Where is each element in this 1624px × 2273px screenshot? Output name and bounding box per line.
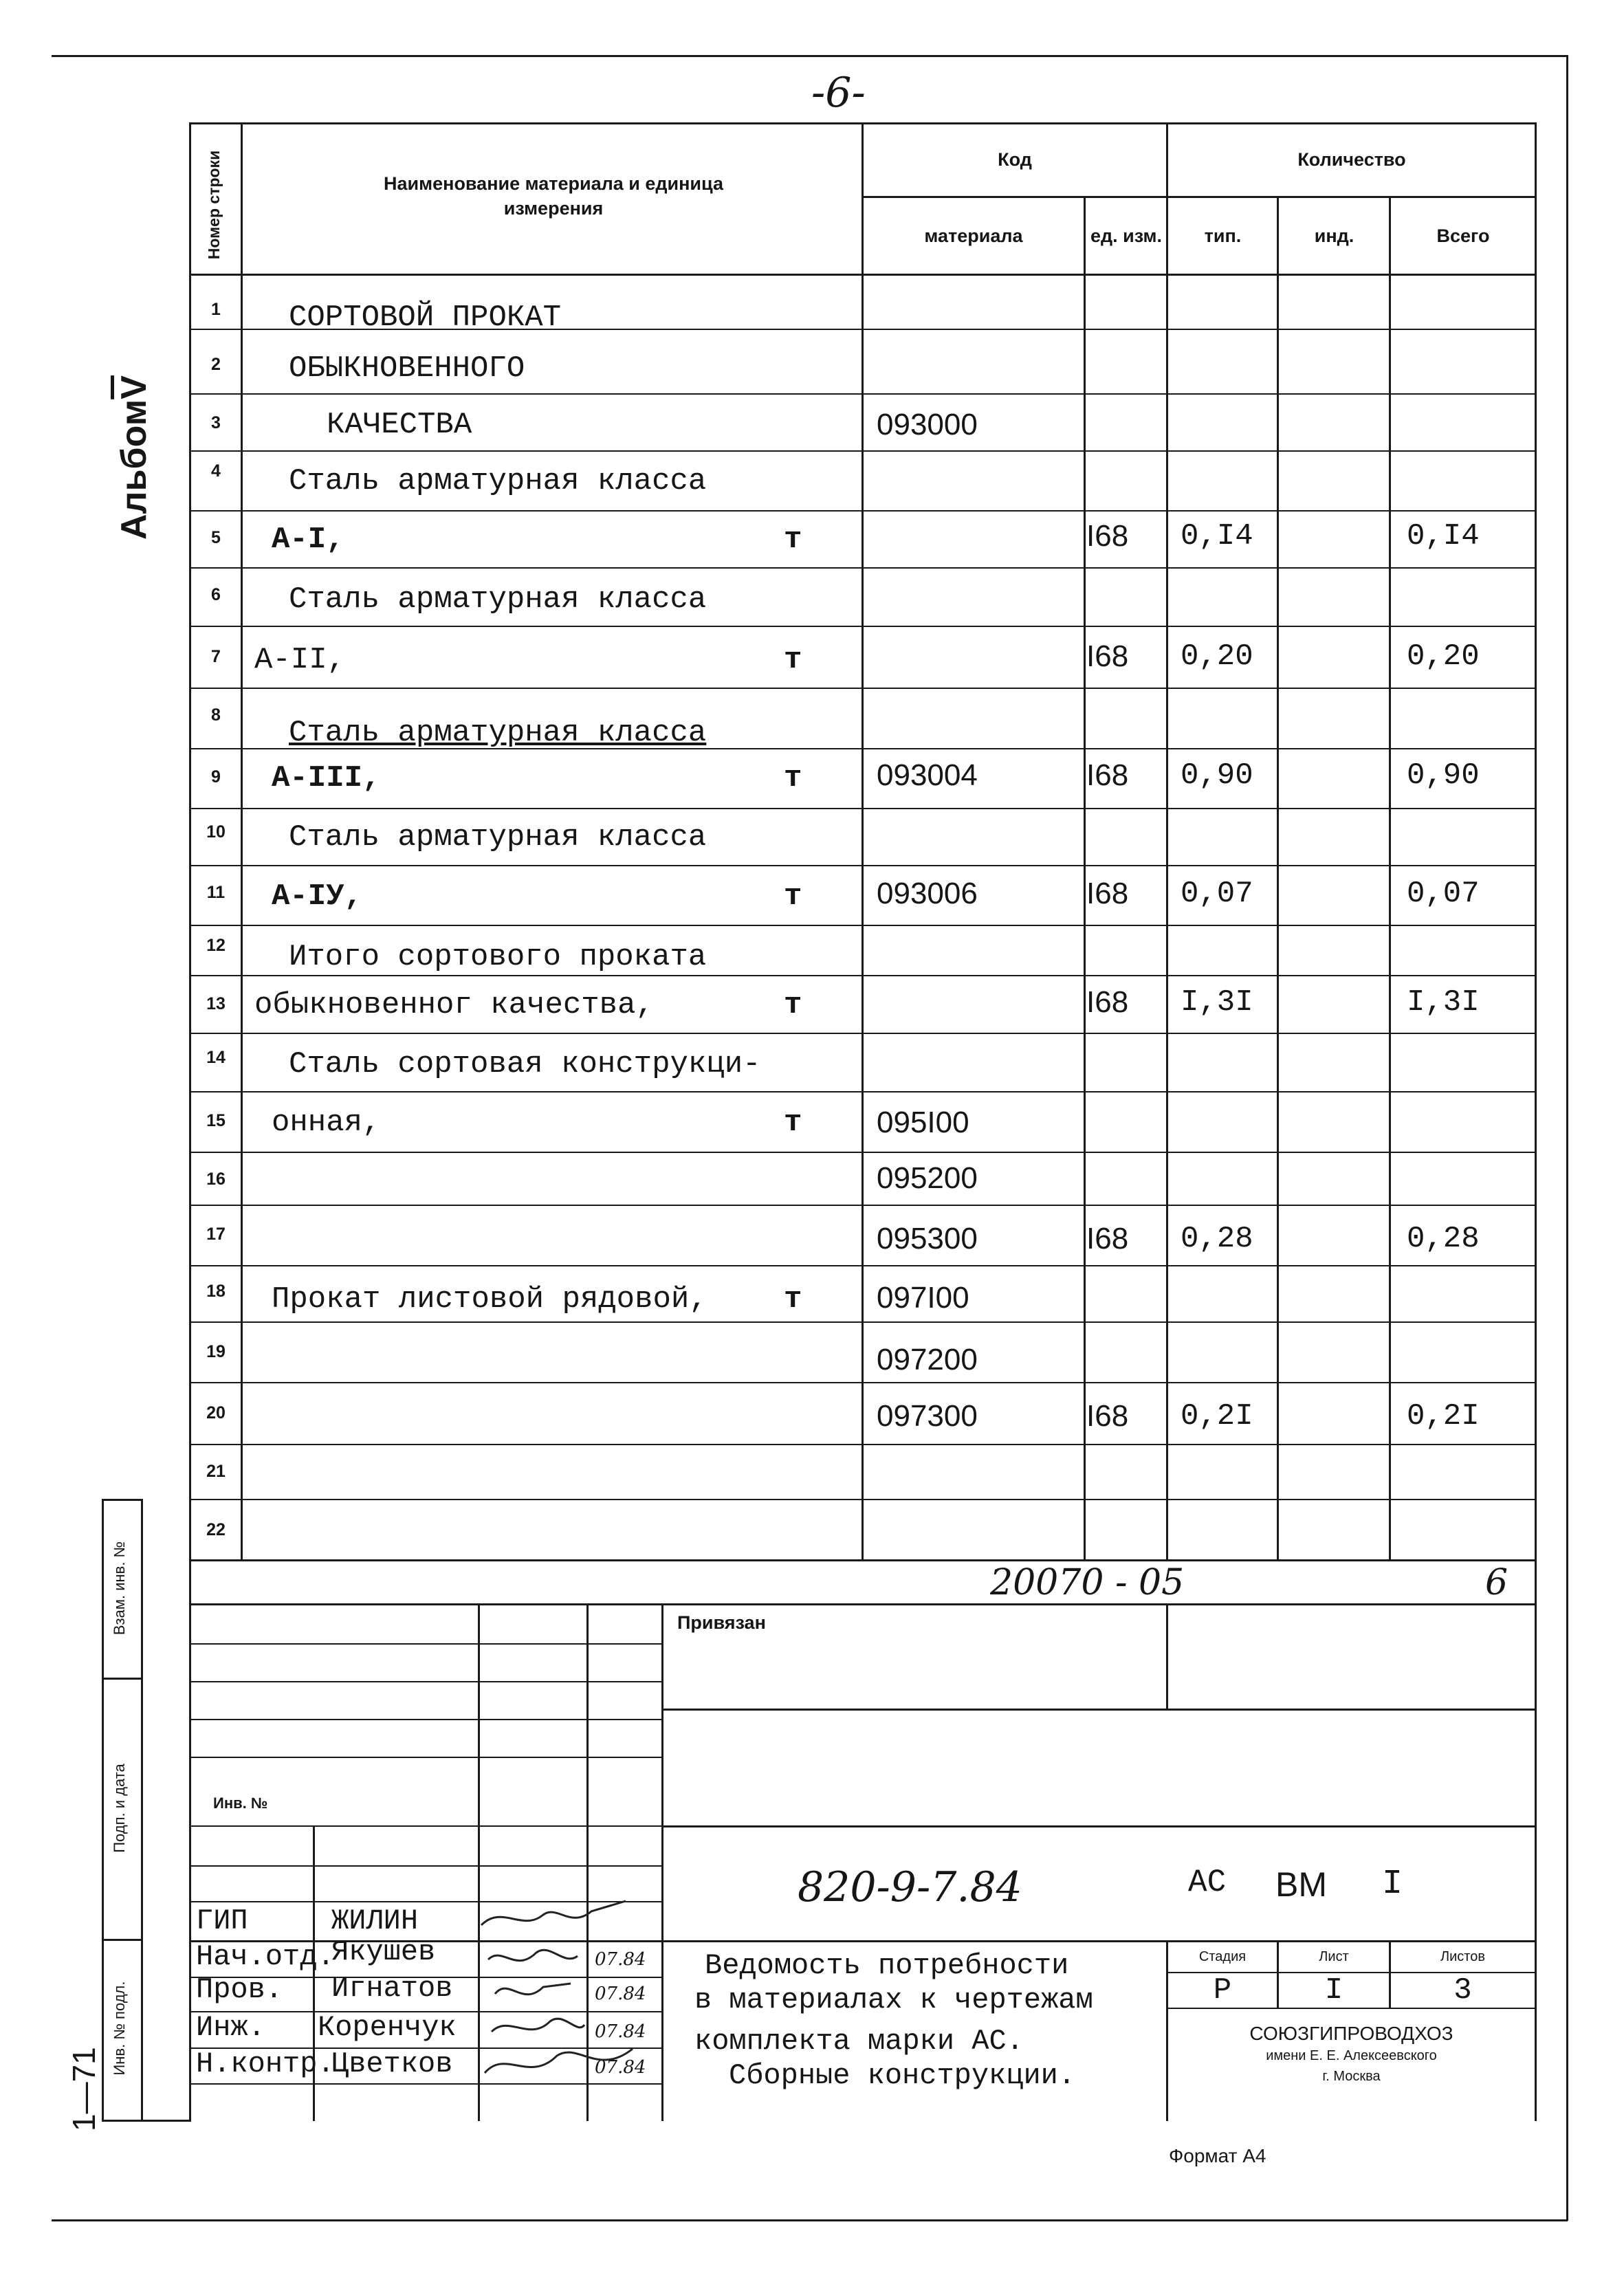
side-label: 1—71 xyxy=(66,2047,102,2131)
row-number: 4 xyxy=(211,461,221,481)
row-unit-t: т xyxy=(784,523,802,557)
row-name: Сталь арматурная класса xyxy=(289,716,707,750)
row-unit-t: т xyxy=(784,988,802,1022)
role-gip: ГИП xyxy=(196,1904,248,1937)
row-material-code: 093004 xyxy=(877,758,978,792)
row-total: 0,2I xyxy=(1407,1399,1480,1434)
row-unit-code: I68 xyxy=(1086,1399,1129,1433)
row-total: 0,90 xyxy=(1407,758,1480,793)
row-material-code: 097I00 xyxy=(877,1281,969,1315)
stage-value: Р xyxy=(1213,1973,1232,2008)
header-code: Код xyxy=(998,149,1032,170)
row-unit-code: I68 xyxy=(1086,1222,1129,1255)
row-unit-t: т xyxy=(784,1106,802,1140)
row-number: 3 xyxy=(211,413,221,432)
row-typ: 0,I4 xyxy=(1181,519,1253,553)
row-unit-t: т xyxy=(784,879,802,914)
row-number: 5 xyxy=(211,527,221,547)
row-name: А-IУ, xyxy=(272,879,363,914)
row-typ: 0,07 xyxy=(1181,877,1253,911)
title-line-3: комплекта марки АС. xyxy=(694,2025,1024,2058)
row-number: 13 xyxy=(206,993,226,1013)
header-code-material: материала xyxy=(924,225,1023,246)
row-number: 16 xyxy=(206,1169,226,1189)
header-code-unit: ед. изм. xyxy=(1090,225,1162,246)
title-line-4: Сборные конструкции. xyxy=(729,2059,1076,2092)
row-material-code: 093006 xyxy=(877,877,978,910)
org-name: СОЮЗГИПРОВОДХОЗ xyxy=(1249,2023,1453,2044)
row-name: А-I, xyxy=(272,523,344,557)
sheet-label: Лист xyxy=(1319,1948,1349,1964)
privyazan-label: Привязан xyxy=(677,1612,766,1633)
role-nach-date: 07.84 xyxy=(595,1949,646,1970)
title-line-1: Ведомость потребности xyxy=(705,1949,1069,1982)
row-typ: 0,2I xyxy=(1181,1399,1253,1434)
role-prov: Пров. xyxy=(196,1973,283,2006)
signature-marks xyxy=(474,1898,653,2097)
row-name: обыкновенног качества, xyxy=(254,988,654,1022)
row-number: 19 xyxy=(206,1341,226,1361)
doc-code-row-line xyxy=(189,1603,1537,1605)
mark-vm: ВМ xyxy=(1275,1865,1327,1904)
row-name: Сталь арматурная класса xyxy=(289,820,707,855)
row-number: 21 xyxy=(206,1461,226,1481)
page-number: -6- xyxy=(811,69,866,117)
row-name: ОБЫКНОВЕННОГО xyxy=(289,351,525,386)
row-number: 10 xyxy=(206,822,226,842)
row-name: А-II, xyxy=(254,643,346,677)
row-number: 8 xyxy=(211,705,221,725)
mark-number: I xyxy=(1382,1865,1403,1904)
row-material-code: 095200 xyxy=(877,1161,978,1195)
sheets-value: 3 xyxy=(1453,1973,1472,2008)
frame-top-line xyxy=(52,55,1568,57)
role-nkontr-name: Цветков xyxy=(331,2047,453,2080)
role-inzh-name: Коренчук xyxy=(318,2011,457,2044)
row-unit-code: I68 xyxy=(1086,877,1129,910)
row-typ: 0,20 xyxy=(1181,639,1253,674)
document-code: 20070 - 05 xyxy=(990,1562,1185,1603)
header-quantity: Количество xyxy=(1297,149,1406,170)
row-number: 22 xyxy=(206,1519,226,1539)
row-number: 6 xyxy=(211,584,221,604)
row-material-code: 093000 xyxy=(877,408,978,441)
row-name: Сталь арматурная класса xyxy=(289,464,707,498)
row-material-code: 095I00 xyxy=(877,1106,969,1139)
inv-no-label: Инв. № xyxy=(213,1794,268,1812)
row-name: Прокат листовой рядовой, xyxy=(272,1282,707,1317)
row-name: Итого сортового проката xyxy=(289,940,707,974)
frame-right-line xyxy=(1566,55,1568,2221)
designation: 820-9-7.84 xyxy=(798,1863,1022,1911)
row-total: 0,07 xyxy=(1407,877,1480,911)
sheets-label: Листов xyxy=(1440,1948,1485,1964)
row-name: онная, xyxy=(272,1106,381,1140)
row-unit-t: т xyxy=(784,761,802,795)
row-unit-code: I68 xyxy=(1086,519,1129,553)
role-prov-date: 07.84 xyxy=(595,1984,646,2004)
row-number: 11 xyxy=(206,882,226,902)
role-inzh: Инж. xyxy=(196,2011,265,2044)
row-number: 2 xyxy=(211,354,221,374)
row-material-code: 097200 xyxy=(877,1343,978,1376)
role-nach: Нач.отд. xyxy=(196,1940,335,1973)
org-subtitle: имени Е. Е. Алексеевского xyxy=(1266,2047,1437,2063)
row-number: 1 xyxy=(211,299,221,319)
row-name: КАЧЕСТВА xyxy=(327,408,472,442)
title-line-2: в материалах к чертежам xyxy=(694,1984,1093,2017)
row-unit-code: I68 xyxy=(1086,639,1129,673)
frame-bottom-line xyxy=(52,2219,1568,2221)
header-q-ind: инд. xyxy=(1314,225,1354,246)
stamp-col-podp: Подп. и дата xyxy=(111,1764,128,1853)
row-unit-t: т xyxy=(784,643,802,677)
row-total: 0,20 xyxy=(1407,639,1480,674)
stage-label: Стадия xyxy=(1198,1948,1247,1964)
org-city: г. Москва xyxy=(1322,2068,1381,2084)
sheet-number: 6 xyxy=(1485,1562,1508,1603)
row-number: 7 xyxy=(211,646,221,666)
stamp-col-vzam: Взам. инв. № xyxy=(111,1541,128,1636)
role-nach-name: Якушев xyxy=(331,1935,436,1968)
role-nkontr: Н.контр. xyxy=(196,2047,335,2080)
row-number: 12 xyxy=(206,935,226,955)
row-typ: 0,28 xyxy=(1181,1222,1253,1256)
row-unit-t: т xyxy=(784,1282,802,1317)
row-typ: I,3I xyxy=(1181,985,1253,1020)
row-total: 0,28 xyxy=(1407,1222,1480,1256)
row-number: 9 xyxy=(211,767,221,787)
row-unit-code: I68 xyxy=(1086,985,1129,1019)
row-name: Сталь арматурная класса xyxy=(289,582,707,617)
row-name: СОРТОВОЙ ПРОКАТ xyxy=(289,300,562,335)
format-label: Формат А4 xyxy=(1169,2145,1266,2166)
row-name: А-III, xyxy=(272,761,381,795)
header-q-typ: тип. xyxy=(1204,225,1242,246)
sheet-value: I xyxy=(1324,1973,1343,2008)
mark-ac: АС xyxy=(1188,1865,1227,1900)
row-total: I,3I xyxy=(1407,985,1480,1020)
row-number: 18 xyxy=(206,1281,226,1301)
row-number: 20 xyxy=(206,1403,226,1423)
album-label: $Альбом\overline{V}$ xyxy=(114,375,154,540)
role-nkontr-date: 07.84 xyxy=(595,2057,646,2078)
header-q-total: Всего xyxy=(1436,225,1490,246)
stamp-col-inv: Инв. № подл. xyxy=(111,1981,128,2076)
row-number: 14 xyxy=(206,1047,226,1067)
row-material-code: 097300 xyxy=(877,1399,978,1433)
row-number: 17 xyxy=(206,1224,226,1244)
row-material-code: 095300 xyxy=(877,1222,978,1255)
row-unit-code: I68 xyxy=(1086,758,1129,792)
row-number: 15 xyxy=(206,1110,226,1130)
role-gip-name: ЖИЛИН xyxy=(331,1904,419,1937)
role-prov-name: Игнатов xyxy=(331,1972,453,2005)
row-typ: 0,90 xyxy=(1181,758,1253,793)
album-roman: $\overline{V}$ xyxy=(114,375,154,399)
header-row-no: Номер строки xyxy=(205,150,223,260)
role-inzh-date: 07.84 xyxy=(595,2021,646,2042)
header-name: Наименование материала и единица измерения xyxy=(384,173,723,219)
row-total: 0,I4 xyxy=(1407,519,1480,553)
row-name: Сталь сортовая конструкци- xyxy=(289,1047,761,1081)
